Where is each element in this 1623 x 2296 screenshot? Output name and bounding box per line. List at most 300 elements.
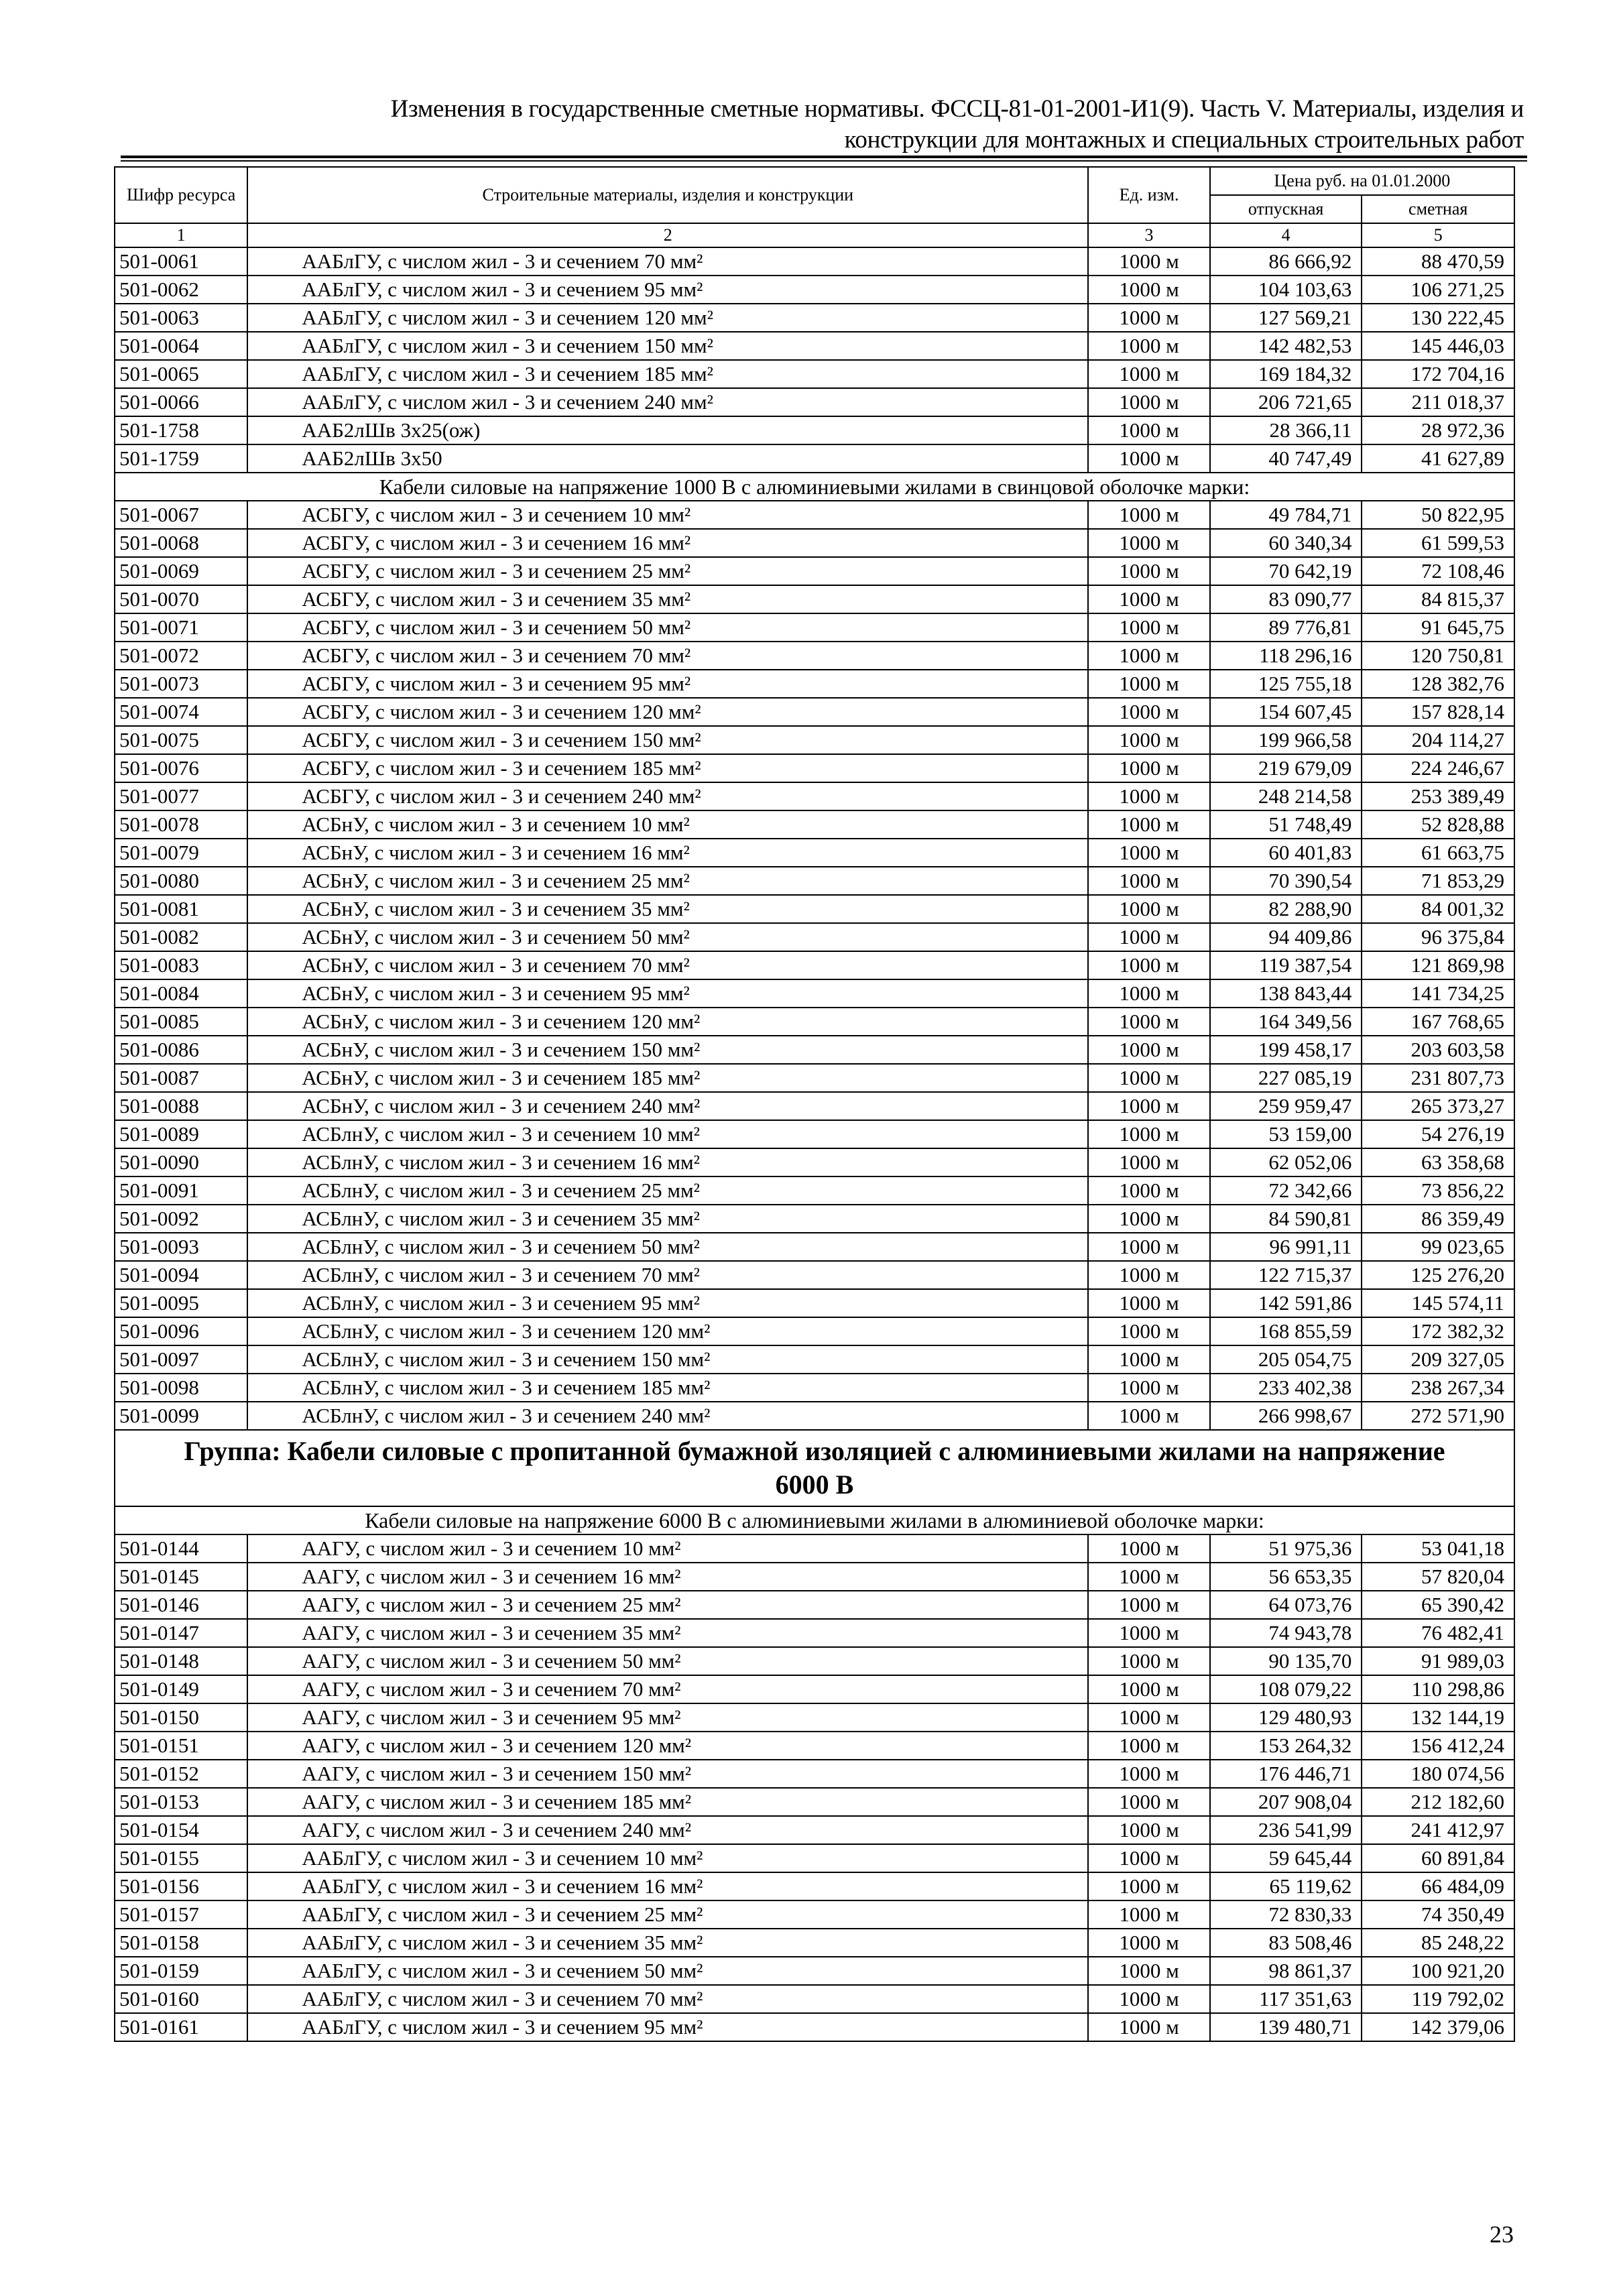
- material-name: АСБлнУ, с числом жил - 3 и сечением 240 мм²: [247, 1402, 1088, 1430]
- unit: 1000 м: [1088, 557, 1210, 585]
- release-price: 125 755,18: [1210, 670, 1362, 698]
- table-row: [115, 613, 1514, 642]
- material-name: АСБГУ, с числом жил - 3 и сечением 95 мм²: [247, 670, 1088, 698]
- table-row: [115, 1929, 1514, 1957]
- col-header-price: Цена руб. на 01.01.2000: [1210, 167, 1514, 195]
- table-row: [115, 1703, 1514, 1732]
- material-name: ААГУ, с числом жил - 3 и сечением 25 мм²: [247, 1591, 1088, 1619]
- material-name: АСБлнУ, с числом жил - 3 и сечением 150 мм²: [247, 1345, 1088, 1374]
- material-name: АСБнУ, с числом жил - 3 и сечением 240 мм²: [247, 1092, 1088, 1120]
- release-price: 199 458,17: [1210, 1036, 1362, 1064]
- resource-code: 501-0157: [115, 1900, 247, 1929]
- estimate-price: 272 571,90: [1362, 1402, 1514, 1430]
- estimate-price: 172 382,32: [1362, 1317, 1514, 1345]
- table-row: [115, 1289, 1514, 1317]
- resource-code: 501-0062: [115, 276, 247, 304]
- unit: 1000 м: [1088, 1619, 1210, 1647]
- unit: 1000 м: [1088, 388, 1210, 416]
- resource-code: 501-0083: [115, 951, 247, 979]
- unit: 1000 м: [1088, 754, 1210, 782]
- material-name: АСБГУ, с числом жил - 3 и сечением 240 мм²: [247, 782, 1088, 810]
- resource-code: 501-0081: [115, 895, 247, 923]
- unit: 1000 м: [1088, 951, 1210, 979]
- release-price: 199 966,58: [1210, 726, 1362, 754]
- resource-code: 501-0159: [115, 1957, 247, 1985]
- resource-code: 501-0086: [115, 1036, 247, 1064]
- estimate-price: 106 271,25: [1362, 276, 1514, 304]
- price-table: [114, 166, 1515, 2042]
- release-price: 142 591,86: [1210, 1289, 1362, 1317]
- release-price: 139 480,71: [1210, 2013, 1362, 2041]
- table-row: [115, 1816, 1514, 1844]
- estimate-price: 54 276,19: [1362, 1120, 1514, 1148]
- table-row: [115, 810, 1514, 839]
- release-price: 84 590,81: [1210, 1205, 1362, 1233]
- table-row: [115, 1317, 1514, 1345]
- estimate-price: 120 750,81: [1362, 642, 1514, 670]
- unit: 1000 м: [1088, 1233, 1210, 1261]
- material-name: АСБГУ, с числом жил - 3 и сечением 70 мм²: [247, 642, 1088, 670]
- estimate-price: 52 828,88: [1362, 810, 1514, 839]
- running-header-line-2: конструкции для монтажных и специальных строительных работ: [844, 126, 1524, 154]
- material-name: ААБлГУ, с числом жил - 3 и сечением 10 мм²: [247, 1844, 1088, 1872]
- estimate-price: 72 108,46: [1362, 557, 1514, 585]
- unit: 1000 м: [1088, 1591, 1210, 1619]
- unit: 1000 м: [1088, 839, 1210, 867]
- unit: 1000 м: [1088, 529, 1210, 557]
- material-name: ААБлГУ, с числом жил - 3 и сечением 185 мм²: [247, 360, 1088, 388]
- material-name: АСБнУ, с числом жил - 3 и сечением 10 мм²: [247, 810, 1088, 839]
- unit: 1000 м: [1088, 416, 1210, 444]
- unit: 1000 м: [1088, 1120, 1210, 1148]
- resource-code: 501-0094: [115, 1261, 247, 1289]
- table-row: [115, 557, 1514, 585]
- release-price: 266 998,67: [1210, 1402, 1362, 1430]
- table-row: [115, 1647, 1514, 1675]
- unit: 1000 м: [1088, 923, 1210, 951]
- release-price: 86 666,92: [1210, 247, 1362, 276]
- table-row: [115, 1872, 1514, 1900]
- release-price: 72 830,33: [1210, 1900, 1362, 1929]
- estimate-price: 91 645,75: [1362, 613, 1514, 642]
- table-row: [115, 1563, 1514, 1591]
- estimate-price: 63 358,68: [1362, 1148, 1514, 1176]
- estimate-price: 119 792,02: [1362, 1985, 1514, 2013]
- release-price: 259 959,47: [1210, 1092, 1362, 1120]
- estimate-price: 128 382,76: [1362, 670, 1514, 698]
- table-row: [115, 332, 1514, 360]
- table-row: [115, 951, 1514, 979]
- material-name: ААБлГУ, с числом жил - 3 и сечением 50 мм²: [247, 1957, 1088, 1985]
- table-row: [115, 1732, 1514, 1760]
- table-row: [115, 1844, 1514, 1872]
- estimate-price: 74 350,49: [1362, 1900, 1514, 1929]
- material-name: АСБГУ, с числом жил - 3 и сечением 150 мм²: [247, 726, 1088, 754]
- col-header-unit: Ед. изм.: [1088, 167, 1210, 223]
- release-price: 219 679,09: [1210, 754, 1362, 782]
- table-row: [115, 1900, 1514, 1929]
- unit: 1000 м: [1088, 276, 1210, 304]
- resource-code: 501-0148: [115, 1647, 247, 1675]
- estimate-price: 142 379,06: [1362, 2013, 1514, 2041]
- unit: 1000 м: [1088, 585, 1210, 613]
- unit: 1000 м: [1088, 642, 1210, 670]
- material-name: АСБГУ, с числом жил - 3 и сечением 10 мм²: [247, 501, 1088, 529]
- table-row: [115, 1064, 1514, 1092]
- estimate-price: 53 041,18: [1362, 1534, 1514, 1563]
- unit: 1000 м: [1088, 304, 1210, 332]
- col-header-estimate-price: сметная: [1362, 195, 1514, 223]
- material-name: АСБнУ, с числом жил - 3 и сечением 95 мм²: [247, 979, 1088, 1008]
- unit: 1000 м: [1088, 444, 1210, 473]
- material-name: ААГУ, с числом жил - 3 и сечением 10 мм²: [247, 1534, 1088, 1563]
- unit: 1000 м: [1088, 1289, 1210, 1317]
- estimate-price: 203 603,58: [1362, 1036, 1514, 1064]
- table-row: [115, 304, 1514, 332]
- table-row: [115, 698, 1514, 726]
- estimate-price: 57 820,04: [1362, 1563, 1514, 1591]
- resource-code: 501-0093: [115, 1233, 247, 1261]
- section-row: [115, 473, 1514, 501]
- resource-code: 501-0076: [115, 754, 247, 782]
- unit: 1000 м: [1088, 332, 1210, 360]
- unit: 1000 м: [1088, 1092, 1210, 1120]
- unit: 1000 м: [1088, 670, 1210, 698]
- resource-code: 501-0145: [115, 1563, 247, 1591]
- table-row: [115, 585, 1514, 613]
- material-name: АСБлнУ, с числом жил - 3 и сечением 50 мм²: [247, 1233, 1088, 1261]
- unit: 1000 м: [1088, 1036, 1210, 1064]
- unit: 1000 м: [1088, 613, 1210, 642]
- table-row: [115, 923, 1514, 951]
- table-row: [115, 726, 1514, 754]
- material-name: ААГУ, с числом жил - 3 и сечением 185 мм²: [247, 1788, 1088, 1816]
- release-price: 108 079,22: [1210, 1675, 1362, 1703]
- release-price: 142 482,53: [1210, 332, 1362, 360]
- table-row: [115, 1957, 1514, 1985]
- estimate-price: 253 389,49: [1362, 782, 1514, 810]
- table-row: [115, 1345, 1514, 1374]
- unit: 1000 м: [1088, 782, 1210, 810]
- release-price: 51 748,49: [1210, 810, 1362, 839]
- table-row: [115, 444, 1514, 473]
- estimate-price: 66 484,09: [1362, 1872, 1514, 1900]
- release-price: 83 508,46: [1210, 1929, 1362, 1957]
- table-row: [115, 1760, 1514, 1788]
- unit: 1000 м: [1088, 1872, 1210, 1900]
- resource-code: 501-0063: [115, 304, 247, 332]
- material-name: ААГУ, с числом жил - 3 и сечением 150 мм²: [247, 1760, 1088, 1788]
- estimate-price: 231 807,73: [1362, 1064, 1514, 1092]
- estimate-price: 65 390,42: [1362, 1591, 1514, 1619]
- release-price: 70 642,19: [1210, 557, 1362, 585]
- resource-code: 501-0077: [115, 782, 247, 810]
- release-price: 207 908,04: [1210, 1788, 1362, 1816]
- material-name: АСБнУ, с числом жил - 3 и сечением 150 мм²: [247, 1036, 1088, 1064]
- resource-code: 501-0144: [115, 1534, 247, 1563]
- release-price: 248 214,58: [1210, 782, 1362, 810]
- release-price: 40 747,49: [1210, 444, 1362, 473]
- estimate-price: 71 853,29: [1362, 867, 1514, 895]
- material-name: АСБГУ, с числом жил - 3 и сечением 50 мм²: [247, 613, 1088, 642]
- resource-code: 501-0082: [115, 923, 247, 951]
- release-price: 60 340,34: [1210, 529, 1362, 557]
- table-row: [115, 1120, 1514, 1148]
- estimate-price: 73 856,22: [1362, 1176, 1514, 1205]
- estimate-price: 41 627,89: [1362, 444, 1514, 473]
- resource-code: 501-0068: [115, 529, 247, 557]
- resource-code: 501-0149: [115, 1675, 247, 1703]
- estimate-price: 76 482,41: [1362, 1619, 1514, 1647]
- material-name: ААГУ, с числом жил - 3 и сечением 95 мм²: [247, 1703, 1088, 1732]
- material-name: АСБнУ, с числом жил - 3 и сечением 16 мм²: [247, 839, 1088, 867]
- material-name: ААБ2лШв 3х50: [247, 444, 1088, 473]
- unit: 1000 м: [1088, 895, 1210, 923]
- unit: 1000 м: [1088, 1374, 1210, 1402]
- resource-code: 501-0146: [115, 1591, 247, 1619]
- table-row: [115, 1591, 1514, 1619]
- material-name: АСБлнУ, с числом жил - 3 и сечением 16 мм²: [247, 1148, 1088, 1176]
- estimate-price: 224 246,67: [1362, 754, 1514, 782]
- material-name: АСБнУ, с числом жил - 3 и сечением 35 мм²: [247, 895, 1088, 923]
- col-header-name: Строительные материалы, изделия и конструкции: [247, 167, 1088, 223]
- release-price: 70 390,54: [1210, 867, 1362, 895]
- release-price: 153 264,32: [1210, 1732, 1362, 1760]
- resource-code: 501-0092: [115, 1205, 247, 1233]
- estimate-price: 110 298,86: [1362, 1675, 1514, 1703]
- table-row: [115, 839, 1514, 867]
- resource-code: 501-0080: [115, 867, 247, 895]
- release-price: 53 159,00: [1210, 1120, 1362, 1148]
- estimate-price: 84 815,37: [1362, 585, 1514, 613]
- table-row: [115, 1675, 1514, 1703]
- table-row: [115, 1534, 1514, 1563]
- release-price: 205 054,75: [1210, 1345, 1362, 1374]
- material-name: ААГУ, с числом жил - 3 и сечением 50 мм²: [247, 1647, 1088, 1675]
- unit: 1000 м: [1088, 1563, 1210, 1591]
- unit: 1000 м: [1088, 1064, 1210, 1092]
- material-name: ААГУ, с числом жил - 3 и сечением 16 мм²: [247, 1563, 1088, 1591]
- header-rule: [121, 156, 1527, 158]
- table-row: [115, 1008, 1514, 1036]
- table-row: [115, 416, 1514, 444]
- resource-code: 501-0147: [115, 1619, 247, 1647]
- release-price: 104 103,63: [1210, 276, 1362, 304]
- resource-code: 501-0154: [115, 1816, 247, 1844]
- resource-code: 501-0091: [115, 1176, 247, 1205]
- table-row: [115, 782, 1514, 810]
- table-row: [115, 276, 1514, 304]
- release-price: 138 843,44: [1210, 979, 1362, 1008]
- resource-code: 501-0096: [115, 1317, 247, 1345]
- resource-code: 501-0069: [115, 557, 247, 585]
- material-name: АСБлнУ, с числом жил - 3 и сечением 25 мм²: [247, 1176, 1088, 1205]
- unit: 1000 м: [1088, 810, 1210, 839]
- material-name: АСБнУ, с числом жил - 3 и сечением 25 мм²: [247, 867, 1088, 895]
- table-row: [115, 1619, 1514, 1647]
- release-price: 98 861,37: [1210, 1957, 1362, 1985]
- estimate-price: 132 144,19: [1362, 1703, 1514, 1732]
- release-price: 154 607,45: [1210, 698, 1362, 726]
- material-name: АСБнУ, с числом жил - 3 и сечением 70 мм²: [247, 951, 1088, 979]
- release-price: 127 569,21: [1210, 304, 1362, 332]
- estimate-price: 28 972,36: [1362, 416, 1514, 444]
- resource-code: 501-0155: [115, 1844, 247, 1872]
- material-name: АСБнУ, с числом жил - 3 и сечением 185 мм²: [247, 1064, 1088, 1092]
- table-row: [115, 1205, 1514, 1233]
- estimate-price: 172 704,16: [1362, 360, 1514, 388]
- material-name: ААБ2лШв 3х25(ож): [247, 416, 1088, 444]
- unit: 1000 м: [1088, 1844, 1210, 1872]
- unit: 1000 м: [1088, 1345, 1210, 1374]
- material-name: АСБГУ, с числом жил - 3 и сечением 120 мм²: [247, 698, 1088, 726]
- resource-code: 501-0067: [115, 501, 247, 529]
- section-title: Кабели силовые на напряжение 6000 В с алюминиевыми жилами в алюминиевой оболочке марки:: [115, 1506, 1514, 1534]
- header-rule-thin: [121, 160, 1527, 162]
- table-row: [115, 754, 1514, 782]
- section-title: Кабели силовые на напряжение 1000 В с алюминиевыми жилами в свинцовой оболочке марки:: [115, 473, 1514, 501]
- release-price: 164 349,56: [1210, 1008, 1362, 1036]
- group-row: [115, 1430, 1514, 1506]
- release-price: 64 073,76: [1210, 1591, 1362, 1619]
- material-name: АСБлнУ, с числом жил - 3 и сечением 95 мм²: [247, 1289, 1088, 1317]
- release-price: 176 446,71: [1210, 1760, 1362, 1788]
- material-name: ААБлГУ, с числом жил - 3 и сечением 25 мм²: [247, 1900, 1088, 1929]
- col-number: 5: [1362, 223, 1514, 247]
- resource-code: 501-0099: [115, 1402, 247, 1430]
- table-row: [115, 1374, 1514, 1402]
- release-price: 227 085,19: [1210, 1064, 1362, 1092]
- estimate-price: 241 412,97: [1362, 1816, 1514, 1844]
- table-row: [115, 247, 1514, 276]
- resource-code: 501-0061: [115, 247, 247, 276]
- table-body: [115, 247, 1514, 2041]
- col-header-code: Шифр ресурса: [115, 167, 247, 223]
- estimate-price: 84 001,32: [1362, 895, 1514, 923]
- col-number: 1: [115, 223, 247, 247]
- resource-code: 501-0160: [115, 1985, 247, 2013]
- material-name: ААБлГУ, с числом жил - 3 и сечением 120 мм²: [247, 304, 1088, 332]
- resource-code: 501-0150: [115, 1703, 247, 1732]
- unit: 1000 м: [1088, 726, 1210, 754]
- release-price: 82 288,90: [1210, 895, 1362, 923]
- resource-code: 501-0098: [115, 1374, 247, 1402]
- release-price: 117 351,63: [1210, 1985, 1362, 2013]
- estimate-price: 86 359,49: [1362, 1205, 1514, 1233]
- release-price: 96 991,11: [1210, 1233, 1362, 1261]
- estimate-price: 212 182,60: [1362, 1788, 1514, 1816]
- unit: 1000 м: [1088, 1008, 1210, 1036]
- table-row: [115, 867, 1514, 895]
- unit: 1000 м: [1088, 1732, 1210, 1760]
- material-name: ААБлГУ, с числом жил - 3 и сечением 70 мм²: [247, 1985, 1088, 2013]
- material-name: ААБлГУ, с числом жил - 3 и сечением 95 мм²: [247, 276, 1088, 304]
- table-row: [115, 1092, 1514, 1120]
- unit: 1000 м: [1088, 1816, 1210, 1844]
- material-name: ААБлГУ, с числом жил - 3 и сечением 95 мм²: [247, 2013, 1088, 2041]
- material-name: ААГУ, с числом жил - 3 и сечением 70 мм²: [247, 1675, 1088, 1703]
- estimate-price: 211 018,37: [1362, 388, 1514, 416]
- resource-code: 501-0156: [115, 1872, 247, 1900]
- release-price: 169 184,32: [1210, 360, 1362, 388]
- estimate-price: 60 891,84: [1362, 1844, 1514, 1872]
- release-price: 65 119,62: [1210, 1872, 1362, 1900]
- release-price: 62 052,06: [1210, 1148, 1362, 1176]
- material-name: АСБГУ, с числом жил - 3 и сечением 25 мм²: [247, 557, 1088, 585]
- page-number: 23: [1490, 2221, 1514, 2248]
- release-price: 59 645,44: [1210, 1844, 1362, 1872]
- resource-code: 501-0084: [115, 979, 247, 1008]
- resource-code: 501-0151: [115, 1732, 247, 1760]
- resource-code: 501-0071: [115, 613, 247, 642]
- release-price: 119 387,54: [1210, 951, 1362, 979]
- release-price: 28 366,11: [1210, 416, 1362, 444]
- estimate-price: 167 768,65: [1362, 1008, 1514, 1036]
- resource-code: 501-1759: [115, 444, 247, 473]
- estimate-price: 238 267,34: [1362, 1374, 1514, 1402]
- resource-code: 501-0153: [115, 1788, 247, 1816]
- unit: 1000 м: [1088, 247, 1210, 276]
- release-price: 236 541,99: [1210, 1816, 1362, 1844]
- unit: 1000 м: [1088, 360, 1210, 388]
- unit: 1000 м: [1088, 2013, 1210, 2041]
- table-row: [115, 1788, 1514, 1816]
- material-name: АСБлнУ, с числом жил - 3 и сечением 120 мм²: [247, 1317, 1088, 1345]
- estimate-price: 156 412,24: [1362, 1732, 1514, 1760]
- unit: 1000 м: [1088, 1317, 1210, 1345]
- release-price: 56 653,35: [1210, 1563, 1362, 1591]
- material-name: АСБГУ, с числом жил - 3 и сечением 185 мм²: [247, 754, 1088, 782]
- resource-code: 501-0074: [115, 698, 247, 726]
- release-price: 129 480,93: [1210, 1703, 1362, 1732]
- material-name: ААБлГУ, с числом жил - 3 и сечением 35 мм²: [247, 1929, 1088, 1957]
- table-row: [115, 1402, 1514, 1430]
- table-row: [115, 501, 1514, 529]
- release-price: 168 855,59: [1210, 1317, 1362, 1345]
- release-price: 94 409,86: [1210, 923, 1362, 951]
- estimate-price: 85 248,22: [1362, 1929, 1514, 1957]
- unit: 1000 м: [1088, 1261, 1210, 1289]
- material-name: АСБГУ, с числом жил - 3 и сечением 35 мм²: [247, 585, 1088, 613]
- material-name: ААГУ, с числом жил - 3 и сечением 240 мм²: [247, 1816, 1088, 1844]
- release-price: 49 784,71: [1210, 501, 1362, 529]
- release-price: 118 296,16: [1210, 642, 1362, 670]
- estimate-price: 100 921,20: [1362, 1957, 1514, 1985]
- table-row: [115, 529, 1514, 557]
- estimate-price: 96 375,84: [1362, 923, 1514, 951]
- estimate-price: 180 074,56: [1362, 1760, 1514, 1788]
- col-number: 4: [1210, 223, 1362, 247]
- material-name: ААБлГУ, с числом жил - 3 и сечением 70 мм²: [247, 247, 1088, 276]
- estimate-price: 99 023,65: [1362, 1233, 1514, 1261]
- material-name: АСБлнУ, с числом жил - 3 и сечением 70 мм²: [247, 1261, 1088, 1289]
- unit: 1000 м: [1088, 1647, 1210, 1675]
- unit: 1000 м: [1088, 1900, 1210, 1929]
- unit: 1000 м: [1088, 1148, 1210, 1176]
- resource-code: 501-0070: [115, 585, 247, 613]
- release-price: 51 975,36: [1210, 1534, 1362, 1563]
- unit: 1000 м: [1088, 1205, 1210, 1233]
- group-title: Группа: Кабели силовые с пропитанной бумажной изоляцией с алюминиевыми жилами на напряжение 6000 В: [115, 1430, 1514, 1506]
- material-name: ААБлГУ, с числом жил - 3 и сечением 240 мм²: [247, 388, 1088, 416]
- table-row: [115, 895, 1514, 923]
- unit: 1000 м: [1088, 1929, 1210, 1957]
- estimate-price: 145 574,11: [1362, 1289, 1514, 1317]
- table-row: [115, 1261, 1514, 1289]
- unit: 1000 м: [1088, 1957, 1210, 1985]
- estimate-price: 125 276,20: [1362, 1261, 1514, 1289]
- material-name: АСБлнУ, с числом жил - 3 и сечением 35 мм²: [247, 1205, 1088, 1233]
